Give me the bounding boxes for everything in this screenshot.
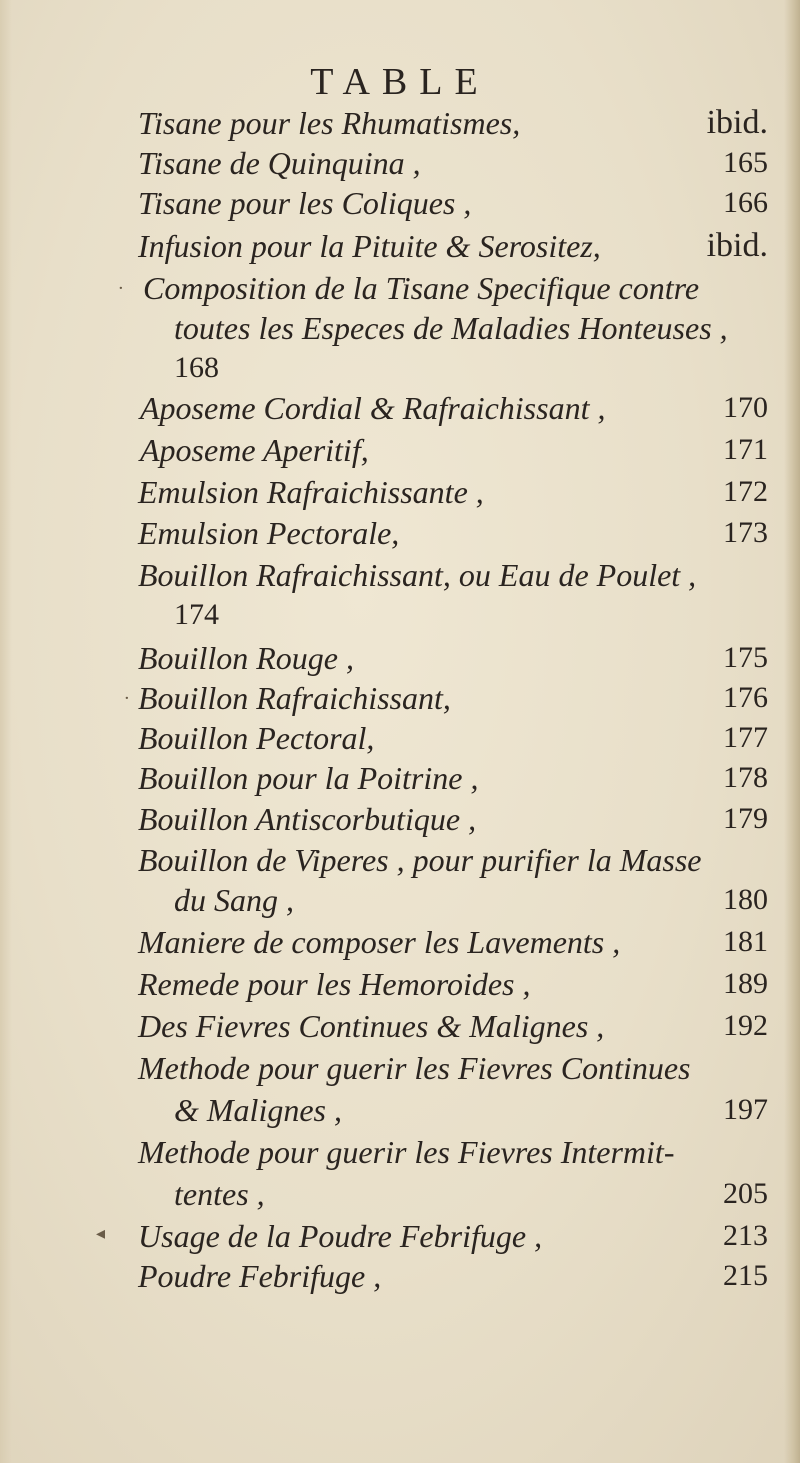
toc-entry-continuation xyxy=(0,593,800,637)
entry-title: & Malignes , xyxy=(174,1092,342,1128)
entry-title: Methode pour guerir les Fievres Intermit- xyxy=(138,1134,675,1170)
entry-page: 205 xyxy=(723,1177,768,1210)
entry-title: Bouillon Rafraichissant, xyxy=(138,680,451,716)
entry-page: 178 xyxy=(723,761,768,794)
entry-title: Bouillon Pectoral, xyxy=(138,720,375,756)
toc-entry xyxy=(0,962,800,1006)
entry-page: 172 xyxy=(723,475,768,508)
entry-page: 192 xyxy=(723,1009,768,1042)
running-title: TABLE xyxy=(310,61,490,103)
entry-page: 165 xyxy=(723,146,768,179)
entry-page: 176 xyxy=(723,681,768,714)
entry-title: Bouillon Rouge , xyxy=(138,640,354,676)
entry-page: 215 xyxy=(723,1259,768,1292)
entry-title: toutes les Especes de Maladies Honteuses , xyxy=(174,310,728,346)
entry-title: Aposeme Cordial & Rafraichissant , xyxy=(140,390,606,426)
toc-entry-continuation xyxy=(0,1088,800,1132)
toc-entry xyxy=(0,1254,800,1298)
entry-page: 171 xyxy=(723,433,768,466)
margin-speck: · xyxy=(118,278,124,299)
entry-title: Remede pour les Hemoroides , xyxy=(138,966,531,1002)
toc-entry-continuation xyxy=(0,878,800,922)
entry-title: Des Fievres Continues & Malignes , xyxy=(138,1008,605,1044)
entry-title: Maniere de composer les Lavements , xyxy=(138,924,621,960)
entry-page: 179 xyxy=(723,802,768,835)
toc-entry xyxy=(0,1004,800,1048)
entry-title: Bouillon de Viperes , pour purifier la Masse xyxy=(138,842,702,878)
toc-entry xyxy=(0,797,800,841)
entry-title: Bouillon Rafraichissant, ou Eau de Poulet , xyxy=(138,557,697,593)
entry-page: ibid. xyxy=(706,104,768,141)
toc-entry xyxy=(0,428,800,472)
entry-title: Emulsion Rafraichissante , xyxy=(138,474,484,510)
toc-entry xyxy=(0,1214,800,1258)
toc-entry xyxy=(0,1130,800,1174)
entry-title: Composition de la Tisane Specifique contre xyxy=(143,270,700,306)
entry-page: 180 xyxy=(723,883,768,916)
entry-page: 166 xyxy=(723,186,768,219)
entry-title: Poudre Febrifuge , xyxy=(138,1258,382,1294)
entry-title: Usage de la Poudre Febrifuge , xyxy=(138,1218,543,1254)
toc-entry xyxy=(0,224,800,268)
toc-entry-continuation xyxy=(0,306,800,350)
toc-entry xyxy=(0,1046,800,1090)
toc-entry xyxy=(0,756,800,800)
toc-entry xyxy=(0,141,800,185)
entry-title: Tisane de Quinquina , xyxy=(138,145,421,181)
entry-page: 174 xyxy=(174,598,219,631)
entry-page: 170 xyxy=(723,391,768,424)
margin-speck: · xyxy=(124,688,130,709)
toc-entry xyxy=(0,838,800,882)
entry-page: 173 xyxy=(723,516,768,549)
entry-page: 175 xyxy=(723,641,768,674)
toc-entry xyxy=(0,676,800,720)
margin-speck: ◂ xyxy=(96,1223,106,1244)
entry-title: Tisane pour les Rhumatismes, xyxy=(138,105,521,141)
toc-entry-continuation xyxy=(0,1172,800,1216)
entry-title: Methode pour guerir les Fievres Continues xyxy=(138,1050,691,1086)
entry-page: 181 xyxy=(723,925,768,958)
entry-page: 177 xyxy=(723,721,768,754)
toc-entry-continuation xyxy=(0,346,800,390)
entry-page: 168 xyxy=(174,351,219,384)
toc-entry xyxy=(0,636,800,680)
toc-entry xyxy=(0,920,800,964)
entry-title: Infusion pour la Pituite & Serositez, xyxy=(138,228,601,264)
toc-entry xyxy=(0,181,800,225)
entry-page: ibid. xyxy=(706,227,768,264)
toc-entry xyxy=(0,470,800,514)
toc-entry xyxy=(0,386,800,430)
toc-entry xyxy=(0,511,800,555)
entry-page: 197 xyxy=(723,1093,768,1126)
entry-title: Tisane pour les Coliques , xyxy=(138,185,472,221)
entry-title: Bouillon pour la Poitrine , xyxy=(138,760,479,796)
entry-title: Aposeme Aperitif, xyxy=(140,432,369,468)
entry-title: du Sang , xyxy=(174,882,294,918)
toc-entry xyxy=(0,716,800,760)
toc-entry xyxy=(0,553,800,597)
entry-page: 189 xyxy=(723,967,768,1000)
entry-title: Emulsion Pectorale, xyxy=(138,515,400,551)
entry-page: 213 xyxy=(723,1219,768,1252)
entry-title: Bouillon Antiscorbutique , xyxy=(138,801,477,837)
toc-entry xyxy=(0,101,800,145)
entry-title: tentes , xyxy=(174,1176,265,1212)
